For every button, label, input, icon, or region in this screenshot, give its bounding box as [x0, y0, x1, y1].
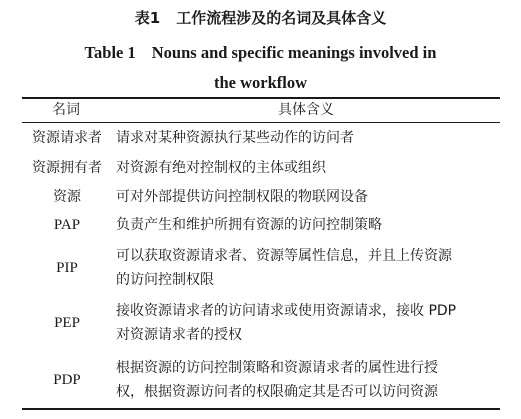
term-cell: 资源请求者	[32, 130, 102, 146]
meaning-line: 接收资源请求者的访问请求或使用资源请求，接收 PDP	[116, 303, 457, 319]
table-header-rule	[22, 122, 500, 123]
header-meaning: 具体含义	[278, 102, 334, 118]
term-cell: 资源	[53, 189, 81, 205]
term-cell: PEP	[54, 315, 80, 331]
meaning-cell	[116, 156, 500, 180]
table-bottom-rule	[22, 408, 500, 410]
meaning-line: 的访问控制权限	[116, 272, 214, 288]
table-row	[22, 356, 500, 404]
table-caption-chinese	[0, 8, 521, 28]
table-row	[22, 299, 500, 347]
term-cell: 资源拥有者	[32, 160, 102, 176]
table-caption-english	[0, 38, 521, 98]
meaning-line: 对资源有绝对控制权的主体或组织	[116, 160, 326, 176]
meaning-cell	[116, 185, 500, 209]
table-row	[22, 244, 500, 292]
meaning-line: 权，根据资源访问者的权限确定其是否可以访问资源	[116, 384, 438, 400]
meaning-cell	[116, 299, 500, 347]
meaning-cell	[116, 126, 500, 150]
meaning-line: 请求对某种资源执行某些动作的访问者	[116, 130, 354, 146]
meaning-cell	[116, 213, 500, 237]
caption-title-en-line1: Table 1 Nouns and specific meanings involved in	[84, 43, 437, 62]
table-row	[22, 185, 500, 209]
term-cell: PAP	[53, 217, 81, 233]
table-row	[22, 126, 500, 150]
meaning-line: 对资源请求者的授权	[116, 327, 242, 343]
term-cell: PDP	[53, 372, 81, 388]
table-row	[22, 213, 500, 237]
meaning-line: 可对外部提供访问控制权限的物联网设备	[116, 189, 368, 205]
caption-number-cn: 表1	[134, 9, 161, 27]
meaning-line: 负责产生和维护所拥有资源的访问控制策略	[116, 217, 382, 233]
caption-number-en: Table 1	[84, 43, 136, 62]
header-term: 名词	[52, 102, 80, 118]
meaning-cell	[116, 244, 500, 292]
caption-title-cn: 工作流程涉及的名词及具体含义	[176, 9, 387, 27]
term-cell: PIP	[56, 260, 78, 276]
meaning-cell	[116, 356, 500, 404]
meaning-line: 可以获取资源请求者、资源等属性信息，并且上传资源	[116, 248, 452, 264]
caption-title-en-line2: the workflow	[213, 73, 308, 92]
table-row	[22, 156, 500, 180]
meaning-line: 根据资源的访问控制策略和资源请求者的属性进行授	[116, 360, 438, 376]
